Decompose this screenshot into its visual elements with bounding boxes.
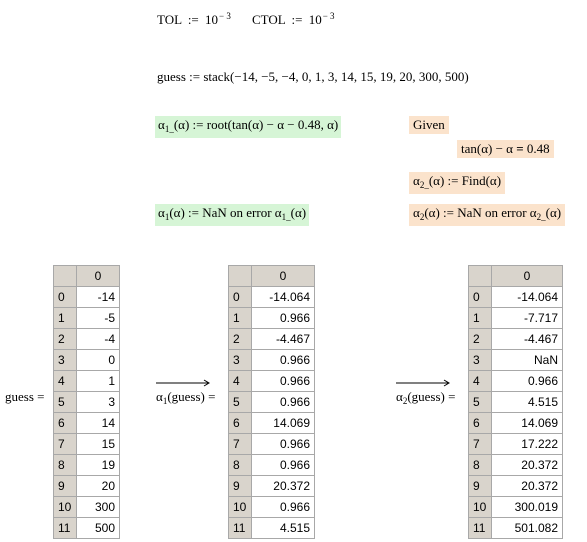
constraint-lhs: tan(α) − α	[461, 141, 513, 156]
tol-assign: :=	[187, 12, 199, 27]
cell-value[interactable]: 500	[77, 518, 120, 539]
table-row[interactable]	[469, 497, 563, 518]
row-index: 2	[229, 329, 252, 350]
table-row[interactable]	[469, 413, 563, 434]
row-index: 7	[54, 434, 77, 455]
table-row[interactable]	[229, 329, 315, 350]
table-row[interactable]	[54, 287, 120, 308]
alpha1-result-matrix[interactable]	[228, 265, 315, 539]
matrix-header-row	[229, 266, 315, 287]
cell-value[interactable]: 4.515	[252, 518, 315, 539]
cell-value[interactable]: -5	[77, 308, 120, 329]
cell-value[interactable]: 20.372	[492, 455, 563, 476]
cell-value[interactable]: 0.966	[252, 350, 315, 371]
row-index: 11	[469, 518, 492, 539]
constraint-rhs: 0.48	[526, 141, 550, 156]
alpha-arg: (α)	[545, 205, 562, 220]
alpha2-find-definition[interactable]	[409, 172, 505, 194]
alpha-symbol: α	[156, 389, 163, 404]
cell-value[interactable]: 501.082	[492, 518, 563, 539]
alpha-arg: (α)	[290, 205, 307, 220]
alpha1-root-definition[interactable]	[155, 116, 341, 138]
row-index: 3	[229, 350, 252, 371]
table-row[interactable]	[54, 371, 120, 392]
row-index: 9	[229, 476, 252, 497]
cell-value[interactable]: 19	[77, 455, 120, 476]
matrix-corner	[229, 266, 252, 287]
table-row[interactable]	[54, 518, 120, 539]
row-index: 4	[469, 371, 492, 392]
cell-value[interactable]: -4.467	[252, 329, 315, 350]
row-index: 6	[469, 413, 492, 434]
vectorize-arrow-icon	[156, 379, 212, 387]
table-row[interactable]	[54, 455, 120, 476]
alpha-symbol: α	[158, 205, 165, 220]
cell-value[interactable]: 0.966	[252, 497, 315, 518]
tol-base: 10	[205, 12, 219, 27]
table-row[interactable]	[229, 455, 315, 476]
table-row[interactable]	[54, 434, 120, 455]
table-row[interactable]	[229, 434, 315, 455]
table-row[interactable]	[469, 350, 563, 371]
row-index: 11	[54, 518, 77, 539]
guess-definition[interactable]: guess := stack(−14, −5, −4, 0, 1, 3, 14, 15, 19, 20, 300, 500)	[157, 69, 469, 84]
guess-matrix-label: guess =	[5, 389, 45, 404]
table-row[interactable]	[469, 518, 563, 539]
row-index: 8	[469, 455, 492, 476]
table-row[interactable]	[229, 476, 315, 497]
row-index: 2	[54, 329, 77, 350]
cell-value[interactable]: 15	[77, 434, 120, 455]
alpha-arg: (α)	[428, 173, 445, 188]
row-index: 10	[469, 497, 492, 518]
constraint-bold-equals: =	[516, 141, 524, 156]
table-row[interactable]	[54, 413, 120, 434]
find-expression: := Find(α)	[447, 173, 502, 188]
alpha-subscript: 2_	[419, 180, 429, 190]
row-index: 1	[229, 308, 252, 329]
cell-value[interactable]: 0.966	[252, 308, 315, 329]
matrix-header-row	[469, 266, 563, 287]
label-rest: (guess) =	[167, 389, 216, 404]
root-expression: := root(tan(α) − α − 0.48, α)	[192, 117, 339, 132]
cell-value[interactable]: 0.966	[252, 434, 315, 455]
row-index: 4	[229, 371, 252, 392]
cell-value[interactable]: -14.064	[252, 287, 315, 308]
tol-exponent: − 3	[219, 11, 231, 21]
table-row[interactable]	[229, 308, 315, 329]
row-index: 9	[54, 476, 77, 497]
ctol-exponent: − 3	[322, 11, 335, 21]
cell-value[interactable]: 0.966	[252, 455, 315, 476]
row-index: 8	[54, 455, 77, 476]
table-row[interactable]	[229, 518, 315, 539]
alpha2-on-error-definition[interactable]	[409, 204, 565, 226]
table-row[interactable]	[229, 371, 315, 392]
alpha-subscript: 1	[162, 396, 168, 406]
nan-on-error-expression: := NaN on error α	[443, 205, 537, 220]
tol-definition[interactable]	[157, 11, 231, 30]
cell-value[interactable]: 20.372	[252, 476, 315, 497]
table-row[interactable]	[469, 476, 563, 497]
table-row[interactable]	[54, 308, 120, 329]
cell-value[interactable]: 14.069	[492, 413, 563, 434]
table-row[interactable]	[229, 392, 315, 413]
alpha-symbol: α	[413, 173, 420, 188]
matrix-header-row	[54, 266, 120, 287]
matrix-corner	[54, 266, 77, 287]
cell-value[interactable]: 0.966	[492, 371, 563, 392]
row-index: 0	[469, 287, 492, 308]
row-index: 5	[229, 392, 252, 413]
table-row[interactable]	[229, 287, 315, 308]
row-index: 0	[229, 287, 252, 308]
cell-value[interactable]: 4.515	[492, 392, 563, 413]
alpha-subscript: 2_	[536, 212, 546, 222]
column-header: 0	[492, 266, 563, 287]
given-label: Given	[413, 117, 445, 132]
alpha-subscript: 1_	[281, 212, 291, 222]
alpha-symbol: α	[413, 205, 420, 220]
ctol-base: 10	[308, 12, 322, 27]
nan-on-error-expression: := NaN on error α	[188, 205, 282, 220]
table-row[interactable]	[54, 392, 120, 413]
row-index: 5	[54, 392, 77, 413]
row-index: 1	[469, 308, 492, 329]
table-row[interactable]	[469, 392, 563, 413]
matrix-corner	[469, 266, 492, 287]
ctol-definition[interactable]	[252, 11, 335, 30]
table-row[interactable]	[469, 455, 563, 476]
given-keyword[interactable]	[409, 116, 449, 134]
table-row[interactable]	[229, 350, 315, 371]
cell-value[interactable]: 3	[77, 392, 120, 413]
alpha-arg: (α)	[173, 117, 190, 132]
alpha2-result-matrix[interactable]	[468, 265, 563, 539]
alpha-subscript: 1	[164, 212, 170, 222]
table-row[interactable]	[229, 497, 315, 518]
row-index: 4	[54, 371, 77, 392]
row-index: 5	[469, 392, 492, 413]
alpha-symbol: α	[396, 389, 403, 404]
cell-value[interactable]: NaN	[492, 350, 563, 371]
constraint-equation[interactable]	[457, 140, 554, 158]
row-index: 6	[54, 413, 77, 434]
row-index: 7	[469, 434, 492, 455]
row-index: 0	[54, 287, 77, 308]
tol-name: TOL	[157, 12, 182, 27]
row-index: 9	[469, 476, 492, 497]
table-row[interactable]	[469, 371, 563, 392]
table-row[interactable]	[469, 308, 563, 329]
table-row[interactable]	[54, 497, 120, 518]
cell-value[interactable]: 17.222	[492, 434, 563, 455]
table-row[interactable]	[469, 287, 563, 308]
cell-value[interactable]: -14.064	[492, 287, 563, 308]
column-header: 0	[252, 266, 315, 287]
table-row[interactable]	[54, 476, 120, 497]
cell-value[interactable]: 14.069	[252, 413, 315, 434]
alpha-symbol: α	[158, 117, 165, 132]
alpha1-on-error-definition[interactable]	[155, 204, 309, 226]
alpha-subscript: 2	[402, 396, 408, 406]
table-row[interactable]	[54, 329, 120, 350]
alpha-subscript: 1_	[164, 124, 174, 134]
table-row[interactable]	[54, 350, 120, 371]
row-index: 8	[229, 455, 252, 476]
cell-value[interactable]: -14	[77, 287, 120, 308]
cell-value[interactable]: 20.372	[492, 476, 563, 497]
cell-value[interactable]: 300.019	[492, 497, 563, 518]
cell-value[interactable]: -4	[77, 329, 120, 350]
alpha-subscript: 2	[419, 212, 425, 222]
row-index: 3	[54, 350, 77, 371]
table-row[interactable]	[469, 329, 563, 350]
cell-value[interactable]: 14	[77, 413, 120, 434]
cell-value[interactable]: -7.717	[492, 308, 563, 329]
cell-value[interactable]: 1	[77, 371, 120, 392]
ctol-name: CTOL	[252, 12, 286, 27]
alpha1-matrix-label	[156, 389, 215, 406]
row-index: 6	[229, 413, 252, 434]
row-index: 3	[469, 350, 492, 371]
alpha2-matrix-label	[396, 389, 455, 406]
cell-value[interactable]: 0	[77, 350, 120, 371]
row-index: 1	[54, 308, 77, 329]
row-index: 10	[229, 497, 252, 518]
row-index: 10	[54, 497, 77, 518]
cell-value[interactable]: 20	[77, 476, 120, 497]
vectorize-arrow-icon	[396, 379, 452, 387]
alpha-arg: (α)	[169, 205, 185, 220]
cell-value[interactable]: 0.966	[252, 371, 315, 392]
ctol-assign: :=	[291, 12, 303, 27]
cell-value[interactable]: 300	[77, 497, 120, 518]
guess-matrix[interactable]	[53, 265, 120, 539]
row-index: 7	[229, 434, 252, 455]
column-header: 0	[77, 266, 120, 287]
row-index: 2	[469, 329, 492, 350]
table-row[interactable]	[229, 413, 315, 434]
row-index: 11	[229, 518, 252, 539]
label-rest: (guess) =	[407, 389, 456, 404]
cell-value[interactable]: -4.467	[492, 329, 563, 350]
alpha-arg: (α)	[424, 205, 440, 220]
table-row[interactable]	[469, 434, 563, 455]
cell-value[interactable]: 0.966	[252, 392, 315, 413]
